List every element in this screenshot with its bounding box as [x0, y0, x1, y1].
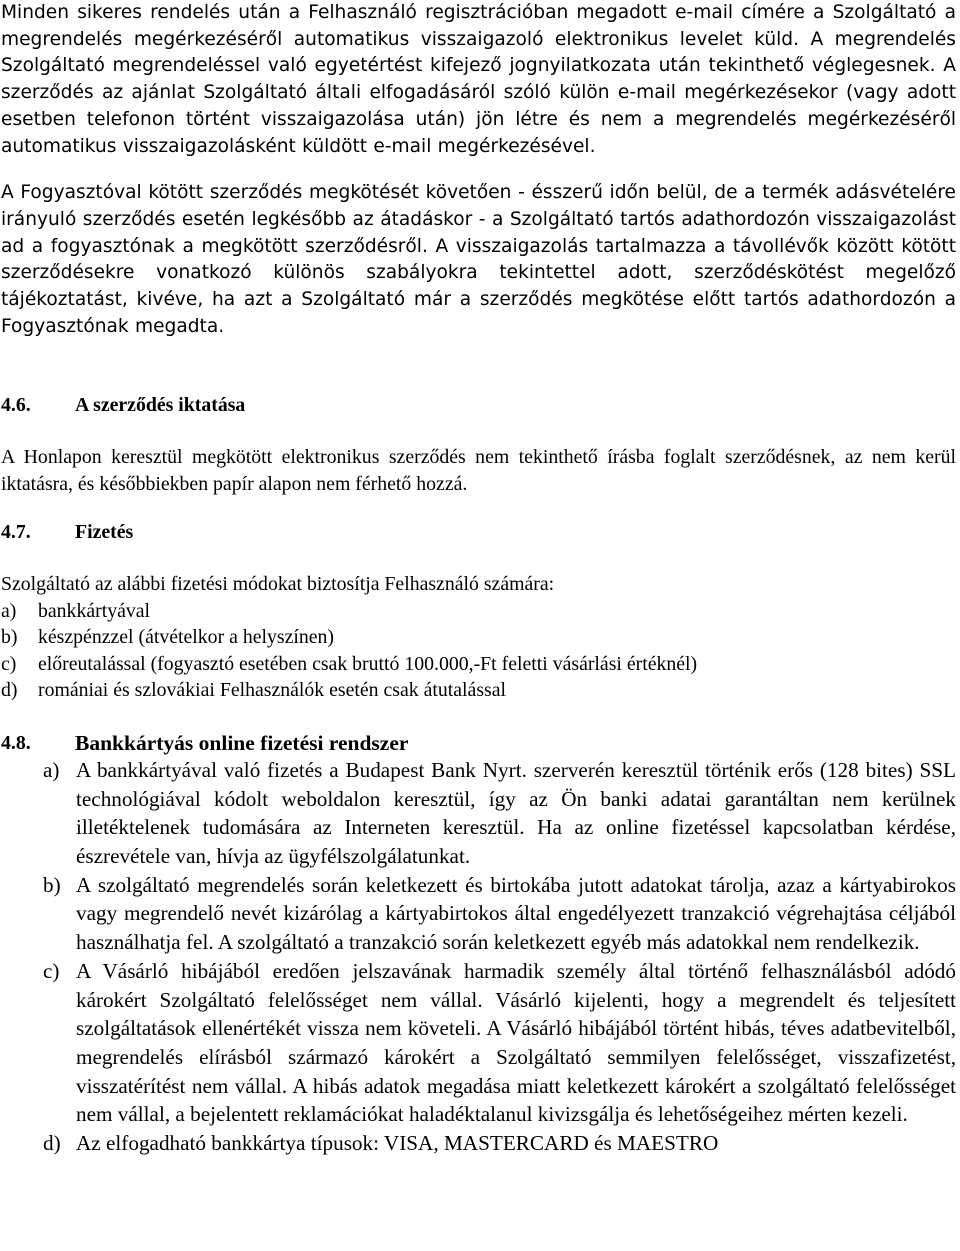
list-marker: c) — [43, 958, 60, 983]
section-heading-4-6 — [1, 392, 956, 418]
bank-card-info-list — [1, 756, 956, 1158]
list-marker: d) — [43, 1131, 61, 1156]
list-item-text: Az elfogadható bankkártya típusok: VISA, MASTERCARD és MAESTRO — [76, 1131, 719, 1156]
list-item — [1, 871, 956, 957]
section-number: 4.8. — [1, 731, 31, 754]
payment-methods-list — [1, 598, 956, 704]
list-item-text: A Vásárló hibájából eredően jelszavának harmadik személy által történő felhasználásból adódó károkért Szolgáltató felelősséget nem vállal. Vásárló kijelenti, hogy a megrendelt és teljesített szolgáltatások ellenértékét vissza nem követeli. A Vásárló hibájából történt hibás, téves adatbevitelből, megrendelés elírásból származó károkért a Szolgáltató semmilyen felelősséget, visszafizetést, visszatérítést nem vállal. A hibás adatok megadása miatt keletkezett károkért a szolgáltató felelősséget nem vállal, a bejelentett reklamációkat haladéktalanul kivizsgálja és lehetőségeihez mérten kezeli. — [76, 958, 956, 1127]
list-marker: a) — [43, 757, 60, 782]
list-item-text: előreutalással (fogyasztó esetében csak bruttó 100.000,-Ft feletti vásárlási értéknél) — [38, 652, 698, 675]
paragraph-contract-confirmation: A Fogyasztóval kötött szerződés megkötését követően - ésszerű időn belül, de a termék adásvételére irányuló szerződés esetén legkésőbb az átadáskor - a Szolgáltató tartós adathordozón visszaigazolást ad a fogyasztónak a megkötött szerződésről. A visszaigazolás tartalmazza a távollévők között kötött szerződésekre vonatkozó különös szabályokra tekintettel adott, szerződéskötést megelőző tájékoztatást, kivéve, ha azt a Szolgáltató már a szerződés megkötése előtt tartós adathordozón a Fogyasztónak megadta. — [1, 182, 956, 337]
section-heading-4-7 — [1, 519, 956, 545]
paragraph-contract-filing: A Honlapon keresztül megkötött elektronikus szerződés nem tekinthető írásba foglalt szerződésnek, az nem kerül iktatásra, és későbbiekben papír alapon nem férhető hozzá. — [1, 446, 956, 495]
list-item — [1, 677, 956, 704]
list-item — [1, 756, 956, 871]
list-marker: a) — [1, 599, 17, 622]
section-title: Fizetés — [75, 521, 134, 544]
section-number: 4.7. — [1, 521, 31, 544]
list-item-text: A szolgáltató megrendelés során keletkezett és birtokába jutott adatokat tárolja, azaz a kártyabirokos vagy megrendelő nevét kizárólag a kártyabirtokos által engedélyezett tranzakció végrehajtása céljából használhatja fel. A szolgáltató a tranzakció során keletkezett egyéb más adatokkal nem rendelkezik. — [76, 872, 956, 955]
list-item — [1, 1129, 956, 1158]
section-heading-4-8 — [1, 730, 956, 756]
list-item — [1, 651, 956, 678]
section-title: A szerződés iktatása — [75, 394, 246, 417]
list-item-text: bankkártyával — [38, 599, 151, 622]
list-item-text: A bankkártyával való fizetés a Budapest Bank Nyrt. szerverén keresztül történik erős (128 bites) SSL technológiával kódolt weboldalon keresztül, így az Ön banki adatai garantáltan nem kerülnek illetéktelenek tudomására az Interneten keresztül. Ha az online fizetéssel kapcsolatban kérdése, észrevétele van, hívja az ügyfélszolgálatunkat. — [76, 757, 956, 869]
list-marker: b) — [1, 626, 18, 649]
paragraph-order-confirmation: Minden sikeres rendelés után a Felhasználó regisztrációban megadott e-mail címére a Szolgáltató a megrendelés megérkezéséről automatikus visszaigazoló elektronikus levelet küld. A megrendelés Szolgáltató megrendeléssel való egyetértést kifejező jognyilatkozata után tekinthető véglegesnek. A szerződés az ajánlat Szolgáltató általi elfogadásáról szóló külön e-mail megérkezésekor (vagy adott esetben telefonon történt visszaigazolása után) jön létre és nem a megrendelés megérkezéséről automatikus visszaigazolásként küldött e-mail megérkezésével. — [1, 2, 956, 157]
list-marker: b) — [43, 872, 61, 897]
list-item — [1, 598, 956, 625]
list-item-text: készpénzzel (átvételkor a helyszínen) — [38, 626, 335, 649]
list-marker: d) — [1, 679, 18, 702]
list-item — [1, 957, 956, 1129]
paragraph-payment-intro: Szolgáltató az alábbi fizetési módokat biztosítja Felhasználó számára: — [1, 573, 555, 596]
list-marker: c) — [1, 652, 17, 675]
list-item — [1, 624, 956, 651]
section-title: Bankkártyás online fizetési rendszer — [75, 730, 409, 755]
section-number: 4.6. — [1, 394, 31, 417]
list-item-text: romániai és szlovákiai Felhasználók esetén csak átutalással — [38, 679, 506, 702]
